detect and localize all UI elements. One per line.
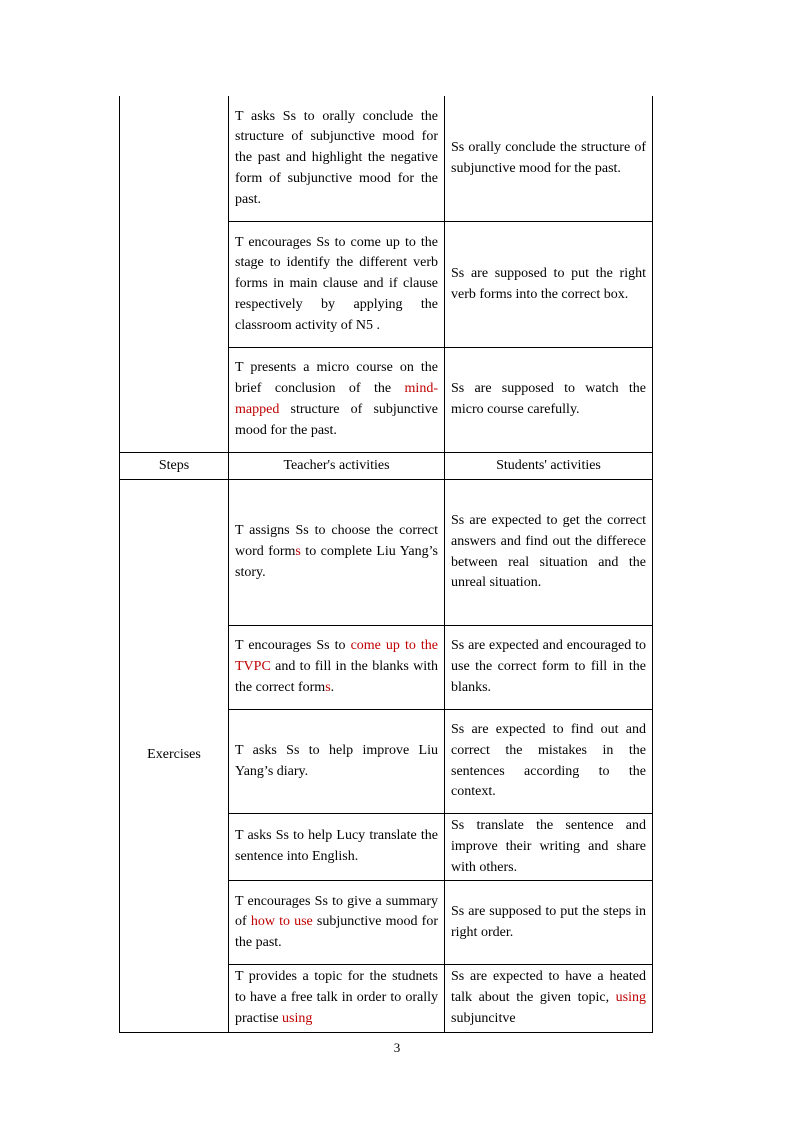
student-activity-cell: Ss are supposed to watch the micro course carefully. — [445, 348, 653, 453]
highlighted-text: using — [282, 1010, 313, 1026]
teacher-activity-cell: T asks Ss to help Lucy translate the sentence into English. — [229, 814, 445, 881]
table-row — [120, 480, 653, 626]
teacher-activity-cell: T presents a micro course on the brief conclusion of the mind-mapped structure of subjunctive mood for the past. — [229, 348, 445, 453]
steps-cell-blank — [120, 96, 229, 453]
teacher-activity-cell: T asks Ss to help improve Liu Yang’s diary. — [229, 710, 445, 814]
teacher-activity-cell: T encourages Ss to come up to the stage to identify the different verb forms in main clause and if clause respectively by applying the classroom activity of N5 . — [229, 222, 445, 348]
highlighted-text: mind-mapped — [235, 381, 438, 417]
teacher-activity-cell: T provides a topic for the studnets to have a free talk in order to orally practise using — [229, 965, 445, 1032]
student-activity-cell: Ss translate the sentence and improve their writing and share with others. — [445, 814, 653, 881]
teacher-activity-cell: T assigns Ss to choose the correct word forms to complete Liu Yang’s story. — [229, 480, 445, 626]
highlighted-text: s — [325, 679, 331, 695]
student-activity-cell: Ss are expected to have a heated talk about the given topic, using subjuncitve — [445, 965, 653, 1032]
teacher-activity-cell: T asks Ss to orally conclude the structure of subjunctive mood for the past and highlight the negative form of subjunctive mood for the past. — [229, 96, 445, 222]
table-header-row — [120, 453, 653, 480]
student-activity-cell: Ss are supposed to put the right verb forms into the correct box. — [445, 222, 653, 348]
steps-cell-exercises: Exercises — [120, 480, 229, 1033]
highlighted-text: come up to the TVPC — [235, 638, 439, 675]
page-number: 3 — [393, 1040, 401, 1055]
student-activity-cell: Ss are expected to find out and correct the mistakes in the sentences according to the context. — [445, 710, 653, 814]
student-activity-cell: Ss are expected and encouraged to use the correct form to fill in the blanks. — [445, 626, 653, 710]
student-activity-cell: Ss orally conclude the structure of subjunctive mood for the past. — [445, 96, 653, 222]
header-steps: Steps — [120, 453, 229, 480]
table-row — [120, 96, 653, 222]
lesson-plan-table — [119, 96, 653, 1033]
teacher-activity-cell: T encourages Ss to come up to the TVPC and to fill in the blanks with the correct forms. — [229, 626, 445, 710]
highlighted-text: how to use — [250, 914, 313, 930]
student-activity-cell: Ss are expected to get the correct answers and find out the differece between real situation and the unreal situation. — [445, 480, 653, 626]
highlighted-text: using — [615, 990, 646, 1006]
header-teacher-activities: Teacher's activities — [229, 453, 445, 480]
highlighted-text: s — [295, 544, 301, 560]
student-activity-cell: Ss are supposed to put the steps in right order. — [445, 881, 653, 965]
teacher-activity-cell: T encourages Ss to give a summary of how to use subjunctive mood for the past. — [229, 881, 445, 965]
header-students-activities: Students' activities — [445, 453, 653, 480]
